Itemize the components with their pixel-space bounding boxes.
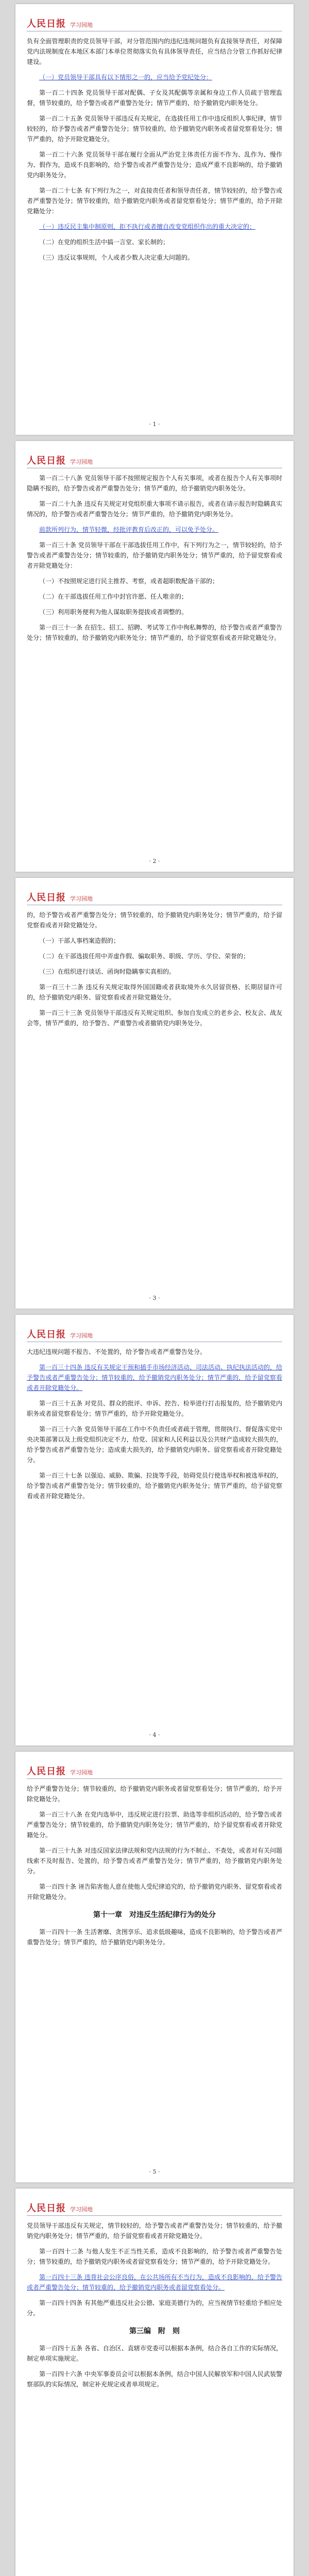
revised-text: （一）违反民主集中制原则，拒不执行或者擅自改变党组织作出的重大决定的； <box>39 223 256 230</box>
paragraph-text: 第一百三十八条 在党内选举中，违反规定进行拉票、助选等非组织活动的，给予警告或者严重警告处分；情节较重的，给予撤销党内职务处分；情节严重的，给予留党察看或者开除党籍处分。 <box>27 1811 282 1839</box>
paragraph: （三）利用职务便利为他人谋取职务提拔或者调整的。 <box>39 608 188 616</box>
paragraph: （一）干部人事档案造假的； <box>39 937 120 944</box>
page-body <box>27 36 282 414</box>
newspaper-logo: 人民日报 <box>27 2203 66 2214</box>
paragraph-text: 第一百二十六条 党员领导干部在履行全面从严治党主体责任方面不作为、乱作为、慢作为、假作为，造成不良影响的，给予警告或者严重警告处分；造成严重不良影响的，给予撤销党内职务处分。 <box>27 151 282 179</box>
paragraph-text: 第一百三十二条 违反有关规定取得外国国籍或者获取境外永久居留资格、长期居留许可的，给予撤销党内职务、留党察看或者开除党籍处分。 <box>27 984 282 1001</box>
paragraph <box>27 1362 282 1393</box>
paragraph <box>27 2246 282 2267</box>
page-number: · 2 · <box>149 858 160 865</box>
section-label: 学习园地 <box>70 895 93 902</box>
paragraph: 第一百四十五条 各省、自治区、直辖市党委可以根据本条例，结合各自工作的实际情况，制定单项实施规定。 <box>27 2345 282 2362</box>
paragraph-text: 第一百二十九条 违反有关规定对党组织重大事项不请示报告，或者在请示报告时隐瞒真实情况的，给予警告或者严重警告处分；情节严重的，给予撤销党内职务处分。 <box>27 500 282 518</box>
paragraph: 第一百三十条 党员领导干部在干部选拔任用工作中，有下列行为之一，情节较轻的，给予警告或者严重警告处分；情节较重的，给予撤销党内职务处分；情节严重的，给予留党察看或者开除党籍处分： <box>27 541 282 569</box>
paragraph: 党员领导干部违反有关规定，情节较轻的，给予警告或者严重警告处分；情节较重的，给予撤销党内职务处分；情节严重的，给予留党察看或者开除党籍处分。 <box>27 2222 282 2240</box>
page-body <box>27 1347 282 1725</box>
paragraph <box>27 2369 282 2389</box>
paragraph: （二）在党的组织生活中搞一言堂、家长制的； <box>39 239 169 246</box>
paragraph: 第一百三十七条 以强迫、威胁、欺骗、拉拢等手段，妨碍党员行使选举权和被选举权的，给予警告或者严重警告处分；情节较重的，给予撤销党内职务处分；情节严重的，给予留党察看或者开除党籍处分。 <box>27 1472 282 1500</box>
paragraph: 第一百三十九条 对违反国家法律法规和党内法规的行为不制止、不查处，或者对有关问题线索不及时报告、处置的，给予警告或者严重警告处分；情节严重的，给予撤销党内职务处分。 <box>27 1847 282 1875</box>
page-header <box>27 2200 282 2216</box>
newspaper-logo: 人民日报 <box>27 1329 66 1340</box>
document-page <box>15 2189 294 2576</box>
paragraph: （三）违反议事规则，个人或者少数人决定重大问题的。 <box>39 254 194 261</box>
paragraph: 第一百二十八条 党员领导干部不按照规定报告个人有关事项，或者在报告个人有关事项时隐瞒不报的，给予警告或者严重警告处分；情节严重的，给予撤销党内职务处分。 <box>27 474 282 492</box>
section-label: 学习园地 <box>70 2206 93 2213</box>
section-label: 学习园地 <box>70 22 93 28</box>
page-header <box>27 452 282 468</box>
page-number: · 5 · <box>149 2168 160 2175</box>
page-body <box>27 473 282 851</box>
document-page <box>15 1315 294 1745</box>
paragraph: 第一百四十四条 有其他严重违反社会公德、家庭美德行为的，应当视情节轻重给予相应处分。 <box>27 2299 282 2317</box>
paragraph: 第一百二十五条 党员领导干部违反有关规定，在选拔任用工作中违反组织人事纪律，情节较轻的，给予警告或者严重警告处分；情节较重的，给予撤销党内职务或者留党察看处分；情节严重的，给予开除党籍处分。 <box>27 115 282 143</box>
page-header <box>27 1763 282 1779</box>
paragraph <box>27 1809 282 1840</box>
paragraph <box>27 222 282 232</box>
paragraph: 负有全面管理职责的党员领导干部，对分管范围内的违纪违规问题负有直接领导责任，对保障党内法规制度在本地区本部门本单位贯彻落实负有具体领导责任，应当结合分管工作抓好纪律建设。 <box>27 38 282 65</box>
document-page <box>15 878 294 1309</box>
page-number: · 4 · <box>149 1732 160 1738</box>
paragraph: 大违纪违规问题不报告、不处置的，给予警告或者严重警告处分。 <box>27 1348 207 1355</box>
page-header <box>27 15 282 31</box>
revised-text: 第一百四十三条 违背社会公序良俗，在公共场所有不当行为，造成不良影响的，给予警告或者严重警告处分；情节较重的，给予撤销党内职务或者留党察看处分。 <box>27 2274 282 2291</box>
paragraph: 第一百二十七条 有下列行为之一，对直接责任者和领导责任者，情节较轻的，给予警告或者严重警告处分；情节较重的，给予撤销党内职务或者留党察看处分；情节严重的，给予开除党籍处分： <box>27 187 282 215</box>
revised-text: 前款所列行为，情节轻微，经批评教育后改正的，可以免予处分。 <box>39 526 219 533</box>
paragraph <box>27 72 282 82</box>
paragraph <box>27 524 282 535</box>
paragraph <box>27 499 282 519</box>
page-body <box>27 1784 282 2162</box>
paragraph: 第一百三十六条 党员领导干部在工作中不负责任或者疏于管理，贯彻执行、督促落实党中央决策部署以及上级党组织决定不力，给党、国家和人民利益以及公共财产造成较大损失的，给予警告或者严重警告处分；造成重大损失的，给予撤销党内职务、留党察看或者开除党籍处分。 <box>27 1426 282 1464</box>
paragraph-text: 第一百三十五条 对党员、群众的批评、申诉、控告、检举进行打击报复的，给予撤销党内职务或者留党察看处分；情节严重的，给予开除党籍处分。 <box>27 1400 282 1417</box>
chapter-title: 第三编 附 则 <box>129 2327 180 2335</box>
paragraph: 第一百三十三条 党员领导干部违反有关规定组织、参加自发成立的老乡会、校友会、战友会等，情节严重的，给予警告、严重警告或者撤销党内职务处分。 <box>27 1009 282 1027</box>
newspaper-logo: 人民日报 <box>27 19 66 29</box>
section-label: 学习园地 <box>70 1332 93 1339</box>
paragraph: （二）在干部选拔任用工作中封官许愿、任人唯亲的； <box>39 593 188 600</box>
paragraph <box>27 1398 282 1419</box>
paragraph: 给予严重警告处分；情节较重的，给予撤销党内职务或者留党察看处分；情节严重的，给予开除党籍处分。 <box>27 1785 282 1803</box>
paragraph: 第一百四十条 诬告陷害他人意在使他人受纪律追究的，给予撤销党内职务、留党察看或者开除党籍处分。 <box>27 1883 282 1901</box>
section-label: 学习园地 <box>70 459 93 465</box>
revised-text: 第一百三十四条 违反有关规定干预和插手市场经济活动、司法活动、执纪执法活动的，给予警告或者严重警告处分；情节较重的，给予撤销党内职务处分；情节严重的，给予留党察看或者开除党籍处分。 <box>27 1364 282 1392</box>
page-body <box>27 910 282 1288</box>
page-number: · 3 · <box>149 1295 160 1301</box>
document-page <box>15 1752 294 2182</box>
page-body <box>27 2221 282 2576</box>
paragraph <box>27 88 282 108</box>
paragraph-text: 第一百四十六条 中央军事委员会可以根据本条例，结合中国人民解放军和中国人民武装警察部队的实际情况，制定补充规定或者单项规定。 <box>27 2370 282 2388</box>
paragraph: 第一百四十一条 生活奢靡、贪图享乐、追求低级趣味，造成不良影响的，给予警告或者严重警告处分；情节严重的，给予撤销党内职务处分。 <box>27 1928 282 1946</box>
paragraph <box>27 982 282 1003</box>
page-number: · 1 · <box>149 421 160 428</box>
page-header <box>27 1326 282 1342</box>
revised-text: （一）党员领导干部具有以下情形之一的，应当给予党纪处分： <box>39 74 213 81</box>
paragraph: （一）不按照规定进行民主推荐、考察，或者超职数配备干部的； <box>39 578 219 585</box>
paragraph <box>27 149 282 180</box>
paragraph: （三）在组织进行谈话、函询时隐瞒事实真相的。 <box>39 968 176 975</box>
newspaper-logo: 人民日报 <box>27 1766 66 1777</box>
paragraph-text: 第一百二十四条 党员领导干部对配偶、子女及其配偶等亲属和身边工作人员疏于管理监督，情节较重的，给予警告或者严重警告处分；情节严重的，给予撤销党内职务处分。 <box>27 89 282 107</box>
paragraph: 的，给予警告或者严重警告处分；情节较重的，给予撤销党内职务处分；情节严重的，给予留党察看或者开除党籍处分。 <box>27 911 282 929</box>
paragraph <box>27 622 282 643</box>
paragraph <box>27 2272 282 2293</box>
page-header <box>27 889 282 905</box>
section-label: 学习园地 <box>70 1769 93 1776</box>
paragraph-text: 第一百三十一条 在招生、招工、招聘、考试等工作中徇私舞弊的，给予警告或者严重警告处分；情节较重的，给予撤销党内职务处分；情节严重的，给予留党察看或者开除党籍处分。 <box>27 624 282 641</box>
chapter-title: 第十一章 对违反生活纪律行为的处分 <box>93 1911 216 1919</box>
paragraph: （二）在干部选拔任用中弄虚作假、骗取职务、职级、学历、学位、荣誉的； <box>39 953 250 960</box>
document-page <box>15 4 294 435</box>
newspaper-logo: 人民日报 <box>27 455 66 466</box>
newspaper-logo: 人民日报 <box>27 892 66 903</box>
paragraph-text: 第一百四十二条 与他人发生不正当性关系，造成不良影响的，给予警告或者严重警告处分；情节较重的，给予撤销党内职务或者留党察看处分；情节严重的，给予开除党籍处分。 <box>27 2248 282 2265</box>
document-page <box>15 441 294 872</box>
